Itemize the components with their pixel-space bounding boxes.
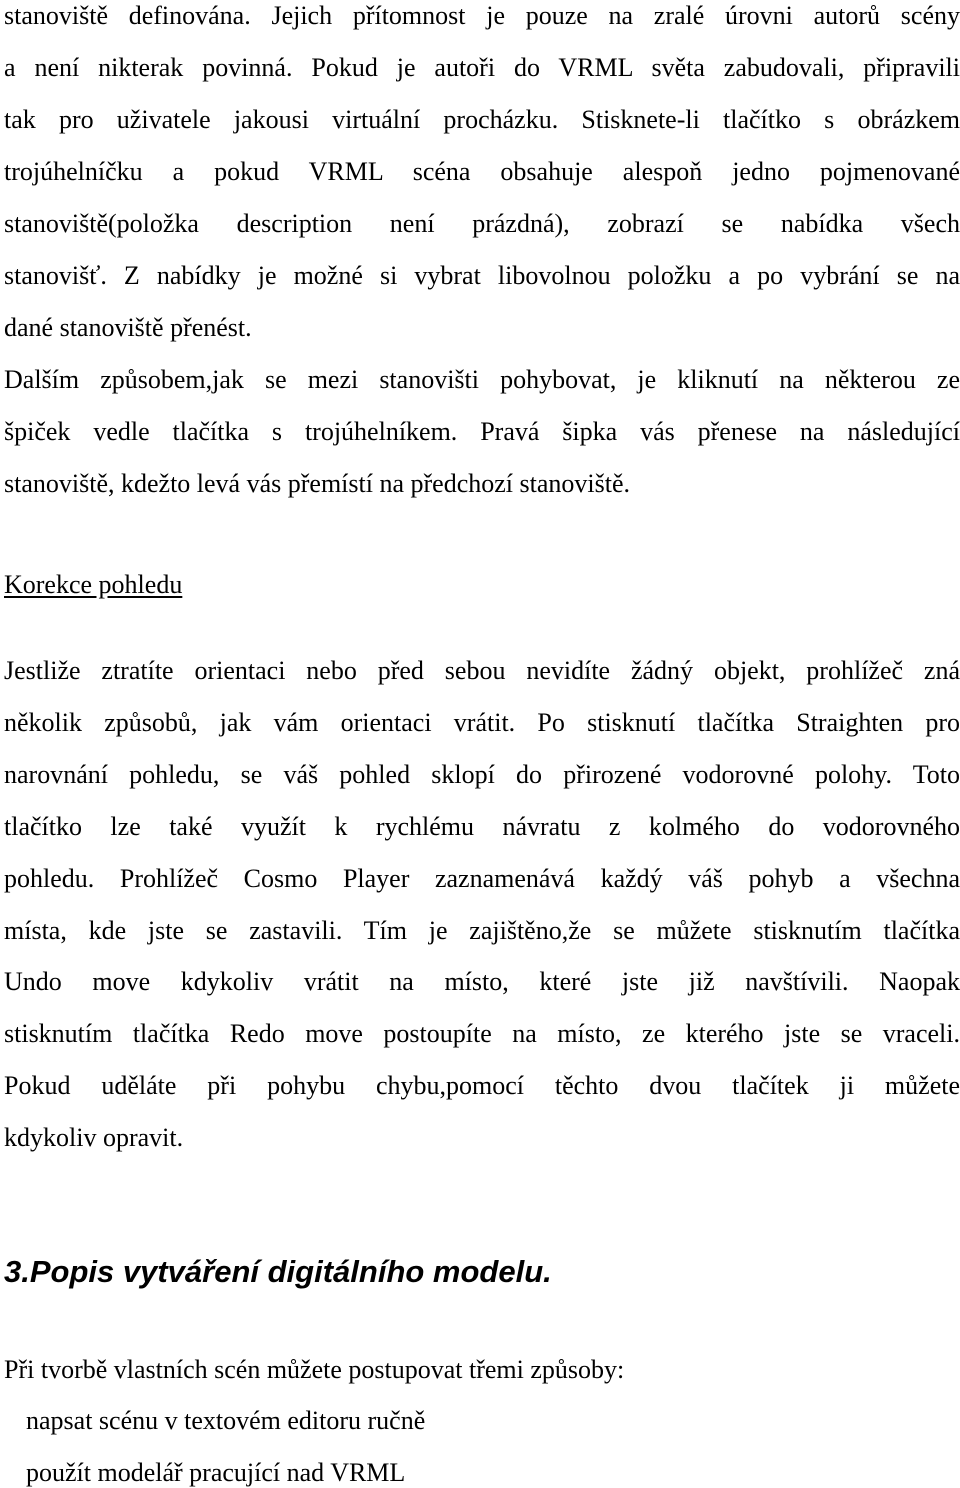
paragraph-line: tak pro uživatele jakousi virtuální procházku. Stisknete-li tlačítko s obrázkem [4,105,960,134]
paragraph-line: a není nikterak povinná. Pokud je autoři do VRML světa zabudovali, připravili [4,53,960,82]
paragraph-line: Dalším způsobem,jak se mezi stanovišti pohybovat, je kliknutí na některou ze [4,365,960,394]
paragraph-line: stisknutím tlačítka Redo move postoupíte na místo, ze kterého jste se vraceli. [4,1019,960,1048]
paragraph-line: stanoviště(položka description není prázdná), zobrazí se nabídka všech [4,209,960,238]
paragraph-line: kdykoliv opravit. [4,1123,184,1152]
paragraph-line: stanoviště, kdežto levá vás přemístí na předchozí stanoviště. [4,469,630,498]
paragraph-line: Jestliže ztratíte orientaci nebo před sebou nevidíte žádný objekt, prohlížeč zná [4,656,960,685]
chapter-heading: 3.Popis vytváření digitálního modelu. [4,1254,552,1289]
paragraph-line: Undo move kdykoliv vrátit na místo, které jste již navštívili. Naopak [4,967,960,996]
creation-intro: Při tvorbě vlastních scén můžete postupovat třemi způsoby: [4,1355,625,1384]
paragraph-line: stanoviště definována. Jejich přítomnost je pouze na zralé úrovni autorů scény [4,1,960,30]
paragraph-line: narovnání pohledu, se váš pohled sklopí do přirozené vodorovné polohy. Toto [4,760,960,789]
paragraph-line: pohledu. Prohlížeč Cosmo Player zaznamenává každý váš pohyb a všechna [4,864,960,893]
paragraph-line: dané stanoviště přenést. [4,313,252,342]
paragraph-line: trojúhelníčku a pokud VRML scéna obsahuje alespoň jedno pojmenované [4,157,960,186]
paragraph-line: stanovišť. Z nabídky je možné si vybrat libovolnou položku a po vybrání se na [4,261,960,290]
paragraph-line: tlačítko lze také využít k rychlému návratu z kolmého do vodorovného [4,812,960,841]
list-item: napsat scénu v textovém editoru ručně [26,1406,426,1435]
paragraph-line: Pokud uděláte při pohybu chybu,pomocí těchto dvou tlačítek ji můžete [4,1071,960,1100]
paragraph-line: místa, kde jste se zastavili. Tím je zajištěno,že se můžete stisknutím tlačítka [4,916,960,945]
list-item: použít modelář pracující nad VRML [26,1458,406,1487]
paragraph-line: několik způsobů, jak vám orientaci vrátit. Po stisknutí tlačítka Straighten pro [4,708,960,737]
section-heading: Korekce pohledu [4,570,183,599]
paragraph-line: špiček vedle tlačítka s trojúhelníkem. Pravá šipka vás přenese na následující [4,417,960,446]
